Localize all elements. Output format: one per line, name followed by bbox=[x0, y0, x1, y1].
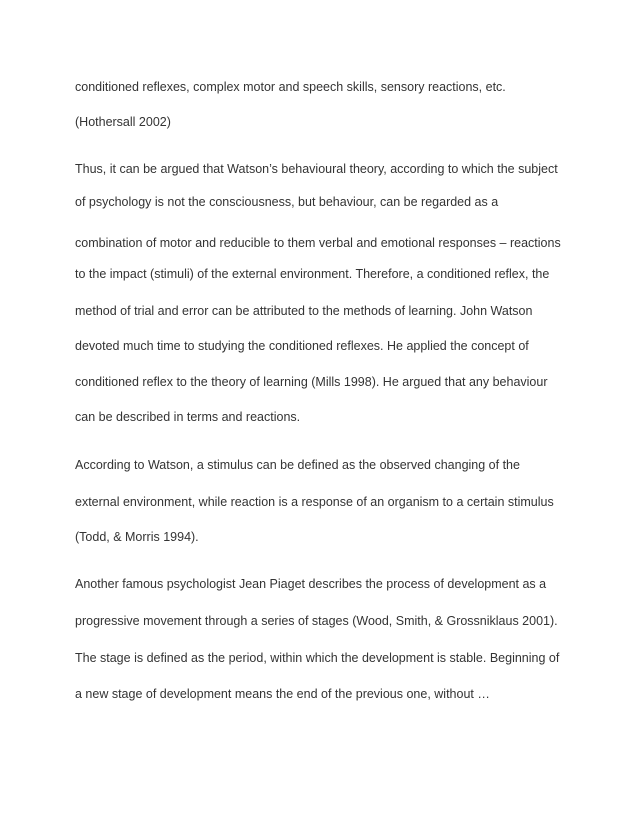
text-line: (Hothersall 2002) bbox=[75, 115, 171, 129]
text-line: Thus, it can be argued that Watson’s behavioural theory, according to which the subject bbox=[75, 162, 558, 176]
text-line: conditioned reflexes, complex motor and speech skills, sensory reactions, etc. bbox=[75, 80, 506, 94]
text-line: (Todd, & Morris 1994). bbox=[75, 530, 199, 544]
text-line: devoted much time to studying the conditioned reflexes. He applied the concept of bbox=[75, 339, 529, 353]
text-line: external environment, while reaction is a response of an organism to a certain stimulus bbox=[75, 495, 554, 509]
text-line: conditioned reflex to the theory of learning (Mills 1998). He argued that any behaviour bbox=[75, 375, 548, 389]
text-line: According to Watson, a stimulus can be defined as the observed changing of the bbox=[75, 458, 520, 472]
text-line: a new stage of development means the end of the previous one, without … bbox=[75, 687, 490, 701]
text-line: progressive movement through a series of stages (Wood, Smith, & Grossniklaus 2001). bbox=[75, 614, 558, 628]
text-line: of psychology is not the consciousness, but behaviour, can be regarded as a bbox=[75, 195, 499, 209]
text-line: to the impact (stimuli) of the external environment. Therefore, a conditioned reflex, the bbox=[75, 267, 550, 281]
text-line: can be described in terms and reactions. bbox=[75, 410, 301, 424]
text-line: The stage is defined as the period, within which the development is stable. Beginning of bbox=[75, 651, 560, 665]
text-line: method of trial and error can be attributed to the methods of learning. John Watson bbox=[75, 304, 533, 318]
text-line: Another famous psychologist Jean Piaget describes the process of development as a bbox=[75, 577, 547, 591]
text-line: combination of motor and reducible to them verbal and emotional responses – reactions bbox=[75, 236, 561, 250]
